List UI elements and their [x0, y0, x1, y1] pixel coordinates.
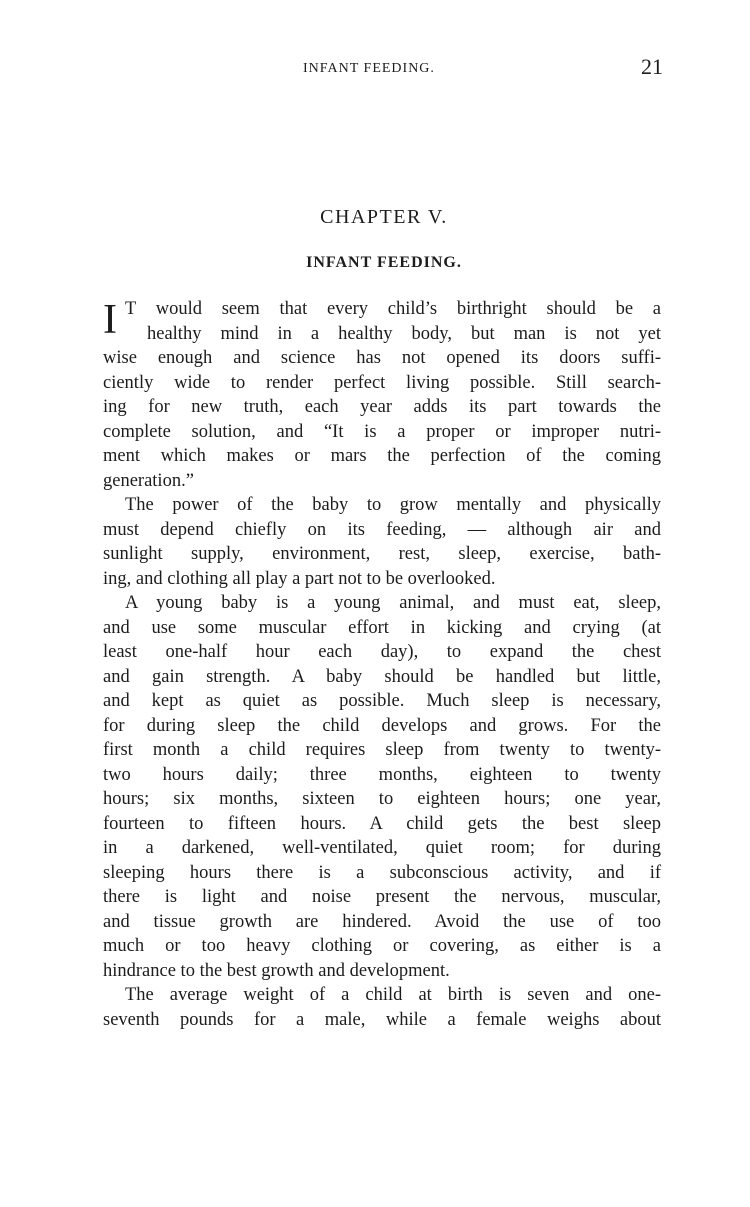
drop-cap: I	[103, 297, 117, 343]
paragraph-line: for during sleep the child develops and grows. For the	[103, 715, 661, 736]
paragraph-line: hindrance to the best growth and development.	[103, 960, 450, 981]
page-number: 21	[641, 54, 663, 79]
running-title: INFANT FEEDING.	[303, 61, 435, 76]
paragraph-line: The average weight of a child at birth is seven and one-	[125, 985, 661, 1005]
paragraph-line: sunlight supply, environment, rest, sleep, exercise, bath-	[103, 544, 661, 564]
paragraph-line: generation.”	[103, 470, 194, 491]
paragraph-line: first month a child requires sleep from twenty to twenty-	[103, 740, 661, 760]
paragraph-4	[103, 983, 661, 1032]
paragraph-line: and gain strength. A baby should be handled but little,	[103, 666, 661, 687]
running-head	[103, 54, 663, 82]
paragraph-line: least one-half hour each day), to expand the chest	[103, 642, 661, 662]
paragraph-line: in a darkened, well-ventilated, quiet room; for during	[103, 838, 661, 858]
paragraph-line: and use some muscular effort in kicking and crying (at	[103, 617, 661, 638]
paragraph-line: ing, and clothing all play a part not to be overlooked.	[103, 568, 496, 589]
paragraph-line: there is light and noise present the nervous, muscular,	[103, 887, 661, 907]
paragraph-line: wise enough and science has not opened its doors suffi-	[103, 348, 661, 368]
paragraph-line: seventh pounds for a male, while a female weighs about	[103, 1009, 661, 1030]
paragraph-line: ment which makes or mars the perfection of the coming	[103, 446, 661, 466]
paragraph-line: must depend chiefly on its feeding, — although air and	[103, 519, 661, 540]
paragraph-line: healthy mind in a healthy body, but man is not yet	[147, 323, 661, 344]
paragraph-1	[103, 297, 661, 493]
paragraph-line: fourteen to fifteen hours. A child gets the best sleep	[103, 813, 661, 834]
body-text	[103, 297, 661, 1032]
chapter-number: CHAPTER V.	[320, 206, 448, 228]
paragraph-line: and kept as quiet as possible. Much sleep is necessary,	[103, 691, 661, 711]
paragraph-line: T would seem that every child’s birthright should be a	[125, 299, 661, 319]
paragraph-line: ing for new truth, each year adds its part towards the	[103, 397, 661, 417]
paragraph-line: A young baby is a young animal, and must eat, sleep,	[125, 593, 661, 613]
paragraph-line: complete solution, and “It is a proper or improper nutri-	[103, 421, 661, 442]
paragraph-line: two hours daily; three months, eighteen to twenty	[103, 764, 661, 785]
paragraph-line: hours; six months, sixteen to eighteen hours; one year,	[103, 789, 661, 809]
paragraph-line: sleeping hours there is a subconscious activity, and if	[103, 862, 661, 883]
paragraph-line: The power of the baby to grow mentally and physically	[125, 495, 661, 515]
paragraph-line: ciently wide to render perfect living possible. Still search-	[103, 372, 661, 393]
paragraph-2	[103, 493, 661, 591]
paragraph-line: much or too heavy clothing or covering, as either is a	[103, 936, 661, 956]
paragraph-3	[103, 591, 661, 983]
chapter-title: INFANT FEEDING.	[306, 254, 462, 271]
paragraph-line: and tissue growth are hindered. Avoid the use of too	[103, 911, 661, 932]
